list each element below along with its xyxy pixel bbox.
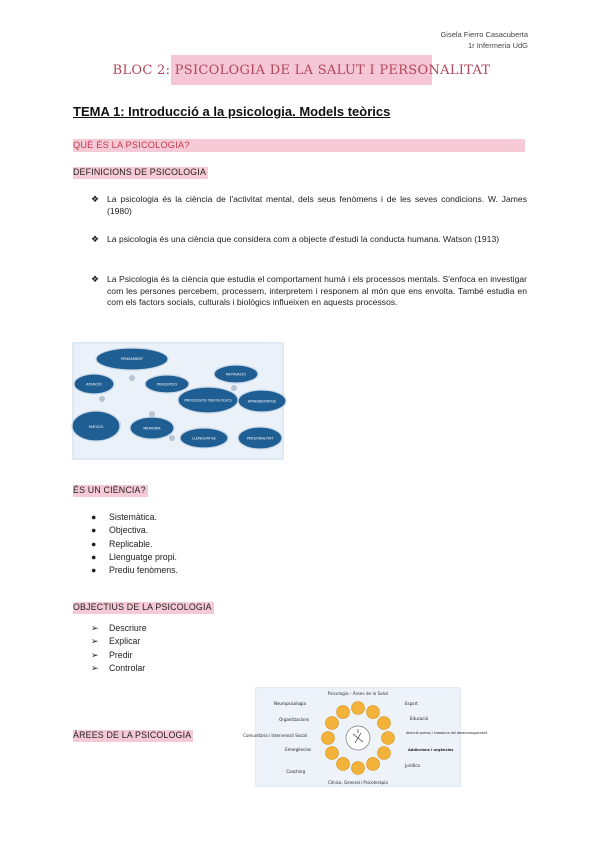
definition-text: La psicologia és una ciència que considera com a objecte d'estudi la conducta humana. Watson (1913) [107,234,500,244]
bullet-icon: ● [91,538,97,549]
area-circle [377,717,390,730]
list-item: ● Sistemàtica. [91,511,178,524]
section-objectius: OBJECTIUS DE LA PSICOLOGIA [73,602,212,612]
area-label: Jurídica [405,763,420,768]
bullet-icon: ● [91,565,97,576]
list-item: ● Llenguatge propi. [91,551,178,564]
list-item: ➢ Controlar [91,662,147,675]
area-circle [352,762,365,775]
section-es-ciencia: ÉS UN CIÈNCIA? [73,485,146,495]
author-name: Gisela Fierro Casacuberta [440,30,528,39]
area-circle [326,717,339,730]
area-label: Neuropsicologia [273,701,306,706]
diagram-node-label: PERSONALITAT [246,436,274,441]
area-circle [326,747,339,760]
diagram-node-label: LLENGUATGE [192,436,216,441]
definition-text: La psicologia és la ciència de l'activitat mental, dels seus fenòmens i de les seves condicions. W. James (1980) [107,194,527,216]
arrow-bullet-icon: ➢ [91,662,99,673]
area-circle [352,702,365,715]
definition-item [91,274,527,309]
diagram-node-label: PERCEPCIÓ [156,382,178,387]
area-circle [382,732,395,745]
diagram-node-label: MOTIVACIÓ [225,372,247,377]
list-item: ● Replicable. [91,538,178,551]
arrow-bullet-icon: ➢ [91,636,99,647]
area-label: Emergències [285,747,311,752]
list-item: ➢ Descriure [91,622,147,635]
bullet-icon: ● [91,551,97,562]
area-circle [337,706,350,719]
tema-title: TEMA 1: Introducció a la psicologia. Models teòrics [73,104,391,119]
definition-item [91,234,527,246]
arrow-bullet-icon: ➢ [91,649,99,660]
diagram-node-label: APRENENTATGE [247,399,277,404]
diagram-node-label: EMOCIÓ [88,425,104,429]
area-circle [377,747,390,760]
list-item: ➢ Explicar [91,635,147,648]
area-label: Organitzacions [279,717,309,722]
diagram-node-label: PENSAMENT [120,357,144,361]
processos-psicologics-diagram [72,342,284,460]
definition-item [91,194,527,217]
objectius-list [91,622,147,675]
area-circle [337,757,350,770]
area-label: Coaching [286,769,305,774]
bloc-title: BLOC 2: PSICOLOGIA DE LA SALUT I PERSONALITAT [171,55,432,85]
diagram-node-label: ATENCIÓ [86,382,102,387]
section-definicions: DEFINICIONS DE PSICOLOGIA [73,167,207,177]
diamond-bullet-icon: ❖ [91,274,100,284]
diagram-title: Psicologia - Àrees de la Salut [327,691,389,696]
definition-text: La Psicologia és la ciència que estudia el comportament humà i els processos mentals. S'enfoca en investigar com les persones percebem, processem, interpretem i responem al món que ens envolta. També estudia en com els factors socials, culturals i biològics influeixen en aquests processos. [107,274,527,307]
section-que-es: QUÈ ÉS LA PSICOLOGIA? [73,140,190,150]
list-item: ● Prediu fenòmens. [91,564,178,577]
diagram-node-label: MEMÒRIA [143,426,161,431]
area-label: Esport [405,701,418,706]
area-circle [322,732,335,745]
section-arees: ÀREES DE LA PSICOLOGIA [73,730,192,740]
diagram-center-label: PROCESSOS PSICOLÒGICS [184,398,232,403]
diamond-bullet-icon: ❖ [91,194,100,204]
arrow-bullet-icon: ➢ [91,623,99,633]
bullet-icon: ● [91,512,97,522]
area-label: Atenció precoç i trastorns del desenvolupament [406,731,488,735]
arees-psicologia-diagram [243,687,488,787]
list-item: ➢ Predir [91,649,147,662]
area-label: Educació [410,716,429,721]
author-course: 1r Infermeria UdG [467,41,528,50]
area-circle [367,706,380,719]
area-circle [367,757,380,770]
area-label: Clínica, General i Psicoteràpia [328,780,388,785]
author-info [440,29,528,51]
bullet-icon: ● [91,525,97,536]
list-item: ● Objectiva. [91,524,178,537]
ciencia-list [91,511,178,577]
diamond-bullet-icon: ❖ [91,234,100,244]
area-label: Comunitària i Intervenció Social [243,733,307,738]
area-label: Addiccions i urgències [408,748,454,752]
